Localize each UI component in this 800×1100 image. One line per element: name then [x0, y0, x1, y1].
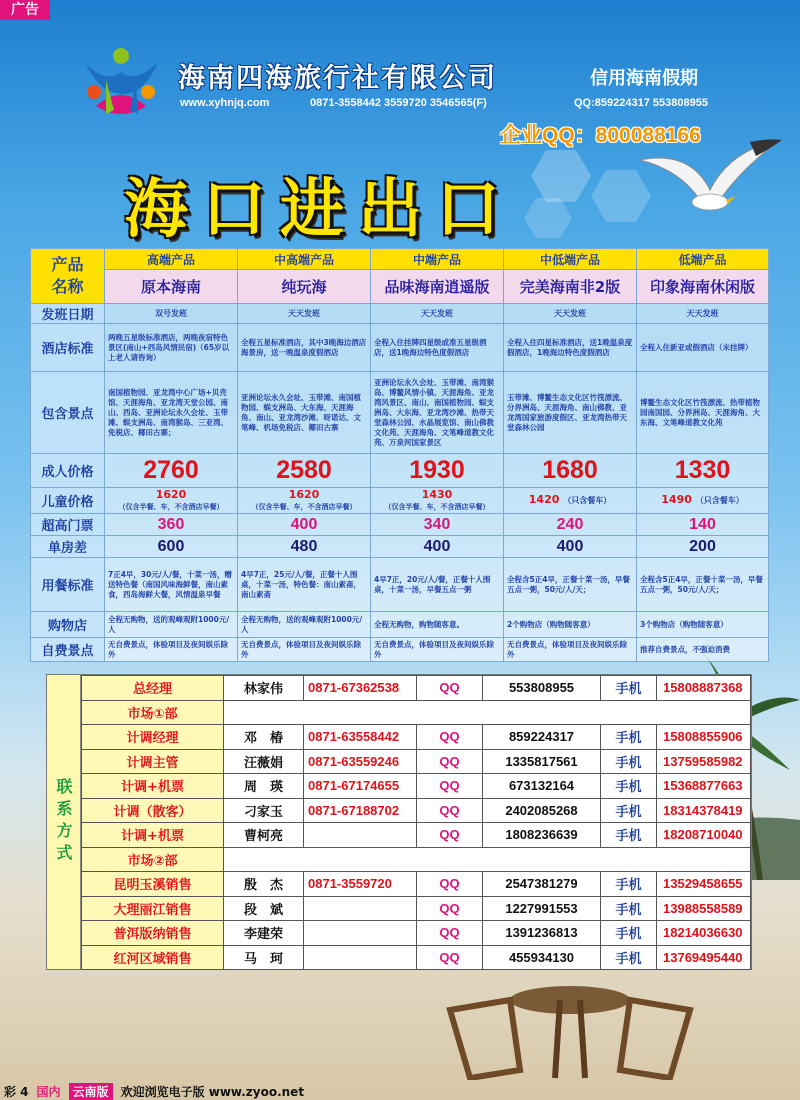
footer-edition-tag: 云南版: [69, 1083, 113, 1100]
section-filler: [224, 847, 751, 872]
hotel-cell: 全程入住挂牌四星级或准五星级酒店，送1晚海边特色度假酒店: [371, 324, 504, 372]
contact-table: [81, 675, 751, 970]
ticket-price: 340: [371, 514, 504, 536]
hotel-cell: 全程入住四星标准酒店，送1晚温泉度假酒店，1晚海边特色度假酒店: [504, 324, 637, 372]
slogan: 信用海南假期: [590, 68, 698, 89]
contact-side-label: 联系方式: [47, 675, 81, 969]
shopping-cell: 3个购物店（购物随客意）: [637, 612, 769, 638]
adult-price: 2580: [238, 454, 371, 488]
product-name: 原本海南: [105, 270, 238, 304]
tier-label: 中端产品: [371, 249, 504, 270]
qq-label: QQ: [417, 774, 483, 799]
meals-cell: 4早7正，25元/人/餐，正餐十人围桌，十菜一汤，特色餐：南山素斋，南山素斋: [238, 558, 371, 612]
contact-qq[interactable]: 1335817561: [483, 749, 601, 774]
contact-qq[interactable]: 2547381279: [483, 872, 601, 897]
contact-qq[interactable]: 1808236639: [483, 823, 601, 848]
adult-price: 1930: [371, 454, 504, 488]
qq-label: QQ: [417, 823, 483, 848]
product-name: 印象海南休闲版: [637, 270, 769, 304]
tier-label: 高端产品: [105, 249, 238, 270]
shopping-cell: 全程无购物，送的观峰观附1000元/人: [238, 612, 371, 638]
contact-section-row: [82, 700, 751, 725]
hotel-cell: 全程入住新亚或假酒店（未挂牌）: [637, 324, 769, 372]
headline: 海口进出口: [124, 172, 514, 247]
contact-title: 计调+机票: [82, 774, 224, 799]
qq-label: QQ: [417, 945, 483, 970]
contact-name: 殷 杰: [224, 872, 304, 897]
mobile-label: 手机: [601, 725, 657, 750]
contact-title: 计调主管: [82, 749, 224, 774]
section-title: 市场②部: [82, 847, 224, 872]
departure-cell: 天天发班: [637, 304, 769, 324]
row-label-hotel: 酒店标准: [31, 324, 105, 372]
single-supplement: 400: [504, 536, 637, 558]
sights-cell: 博鳌生态文化区竹筏漂流、热带植物园南国园、分界洲岛、天涯海角、大东海、文笔峰道教文化苑: [637, 372, 769, 454]
sights-cell: 玉带滩、博鳌生态文化区竹筏漂流、分界洲岛、天涯海角、南山佛教、亚龙湾国家旅游度假区、亚龙湾热带天堂森林公园: [504, 372, 637, 454]
company-name: 海南四海旅行社有限公司: [178, 63, 497, 94]
website[interactable]: www.xyhnjq.com: [180, 97, 270, 109]
contact-mobile[interactable]: 15808855906: [657, 725, 751, 750]
qq-label: QQ: [417, 725, 483, 750]
row-label-departure: 发班日期: [31, 304, 105, 324]
meals-cell: 4早7正，20元/人/餐，正餐十人围桌，十菜一汤，早餐五点一粥: [371, 558, 504, 612]
mobile-label: 手机: [601, 798, 657, 823]
qq-label: QQ: [417, 749, 483, 774]
contact-row: [82, 725, 751, 750]
shopping-cell: 2个购物店（购物随客意）: [504, 612, 637, 638]
mobile-label: 手机: [601, 896, 657, 921]
adult-price: 1330: [637, 454, 769, 488]
contact-qq[interactable]: 859224317: [483, 725, 601, 750]
ticket-price: 400: [238, 514, 371, 536]
contact-phone[interactable]: 0871-63559246: [304, 749, 417, 774]
child-price: 1620 （仅含半餐、车，不含酒店早餐）: [105, 488, 238, 514]
contact-name: 马 珂: [224, 945, 304, 970]
row-label-single: 单房差: [31, 536, 105, 558]
contact-row: [82, 945, 751, 970]
row-label-shopping: 购物店: [31, 612, 105, 638]
qq-label: QQ: [417, 676, 483, 701]
contact-name: 曹柯亮: [224, 823, 304, 848]
section-title: 市场①部: [82, 700, 224, 725]
row-label-meals: 用餐标准: [31, 558, 105, 612]
seagull-image: [630, 130, 790, 240]
qq-label: QQ: [417, 896, 483, 921]
sights-cell: 亚洲论坛永久会址、玉带滩、南湾猴岛、博鳌风情小镇、天涯海角、亚龙湾风景区、南山、南国植物园、蜈支洲岛、大东海、亚龙湾沙滩、热带天堂森林公园、水晶展览馆、南山佛教文化苑、天涯海角、文笔峰道教文化苑、万泉河国家景区: [371, 372, 504, 454]
row-label-optional: 自费景点: [31, 638, 105, 662]
departure-cell: 天天发班: [371, 304, 504, 324]
contact-qq[interactable]: 455934130: [483, 945, 601, 970]
tier-label: 中低端产品: [504, 249, 637, 270]
contact-title: 昆明玉溪销售: [82, 872, 224, 897]
optional-cell: 无自费景点，体验项目及夜间娱乐除外: [504, 638, 637, 662]
product-table: [30, 248, 769, 662]
contact-qq[interactable]: 1391236813: [483, 921, 601, 946]
contact-row: [82, 896, 751, 921]
row-label-adult-price: 成人价格: [31, 454, 105, 488]
adult-price: 2760: [105, 454, 238, 488]
tier-label: 低端产品: [637, 249, 769, 270]
single-supplement: 200: [637, 536, 769, 558]
contact-row: [82, 823, 751, 848]
contact-mobile[interactable]: 18314378419: [657, 798, 751, 823]
contact-row: [82, 872, 751, 897]
optional-cell: 无自费景点，体验项目及夜间娱乐除外: [238, 638, 371, 662]
contact-title: 普洱版纳销售: [82, 921, 224, 946]
contact-phone[interactable]: 0871-67188702: [304, 798, 417, 823]
contact-name: 林家伟: [224, 676, 304, 701]
contact-title: 总经理: [82, 676, 224, 701]
contact-name: 段 斌: [224, 896, 304, 921]
contact-qq[interactable]: 2402085268: [483, 798, 601, 823]
departure-cell: 天天发班: [504, 304, 637, 324]
single-supplement: 480: [238, 536, 371, 558]
optional-cell: 无自费景点，体验项目及夜间娱乐除外: [371, 638, 504, 662]
contact-phone[interactable]: 0871-3559720: [304, 872, 417, 897]
contact-phone[interactable]: 0871-67362538: [304, 676, 417, 701]
hotel-cell: 两晚五星级标准酒店，两晚夜宿特色景区(南山+西岛风情民宿)（65岁以上老人请咨询）: [105, 324, 238, 372]
section-filler: [224, 700, 751, 725]
tier-label: 中高端产品: [238, 249, 371, 270]
contact-qq[interactable]: 553808955: [483, 676, 601, 701]
contact-name: 李建荣: [224, 921, 304, 946]
child-price: 1490 （只含餐车）: [637, 488, 769, 514]
contact-title: 计调（散客）: [82, 798, 224, 823]
mobile-label: 手机: [601, 676, 657, 701]
qq-label: QQ: [417, 798, 483, 823]
shopping-cell: 全程无购物，购物随客意。: [371, 612, 504, 638]
adult-price: 1680: [504, 454, 637, 488]
meals-cell: 7正4早，30元/人/餐，十菜一汤，赠送特色餐（南国风味海鲜餐，南山素食，西岛海鲜大餐，风情温泉早餐: [105, 558, 238, 612]
contact-row: [82, 798, 751, 823]
contact-title: 计调经理: [82, 725, 224, 750]
hotel-cell: 全程五星标准酒店，其中3晚海边酒店海景房，送一晚温泉度假酒店: [238, 324, 371, 372]
contact-qq[interactable]: 673132164: [483, 774, 601, 799]
contact-section-row: [82, 847, 751, 872]
contact-name: 邓 椿: [224, 725, 304, 750]
child-price: 1430 （仅含半餐、车，不含酒店早餐）: [371, 488, 504, 514]
ticket-price: 240: [504, 514, 637, 536]
page-footer: [0, 1082, 800, 1100]
shopping-cell: 全程无购物，送的观峰观附1000元/人: [105, 612, 238, 638]
page-number: 彩 4: [4, 1084, 29, 1099]
footer-text[interactable]: 欢迎浏览电子版 www.zyoo.net: [120, 1084, 305, 1099]
contact-name: 周 瑛: [224, 774, 304, 799]
sights-cell: 南国植物园、亚龙湾中心广场+贝壳馆、天涯海角、亚龙湾天堂公园、南山、西岛、亚洲论坛永久会址、玉带滩、蜈支洲岛、南湾猴岛、三亚湾、免税店、椰田古寨；: [105, 372, 238, 454]
contact-title: 计调+机票: [82, 823, 224, 848]
contact-title: 红河区域销售: [82, 945, 224, 970]
meals-cell: 全程含5正4早，正餐十菜一汤，早餐五点一粥，50元/人/天；: [637, 558, 769, 612]
child-price: 1420 （只含餐车）: [504, 488, 637, 514]
contact-mobile[interactable]: 18208710040: [657, 823, 751, 848]
qq-label: QQ: [417, 921, 483, 946]
product-name: 完美海南非2版: [504, 270, 637, 304]
single-supplement: 600: [105, 536, 238, 558]
contact-mobile[interactable]: 13759585982: [657, 749, 751, 774]
footer-region: 国内: [36, 1084, 61, 1099]
product-name-header: 产品 名称: [31, 249, 105, 304]
row-label-ticket: 超高门票: [31, 514, 105, 536]
contact-phone[interactable]: 0871-63558442: [304, 725, 417, 750]
contact-mobile[interactable]: 13529458655: [657, 872, 751, 897]
mobile-label: 手机: [601, 945, 657, 970]
sights-cell: 亚洲论坛永久会址、玉带滩、南国植物园、蜈支洲岛、大东海、天涯海角、南山、亚龙湾沙滩、呀诺达、文笔峰、机场免税店、椰田古寨: [238, 372, 371, 454]
optional-cell: 无自费景点，体验项目及夜间娱乐除外: [105, 638, 238, 662]
contact-phone[interactable]: [304, 921, 417, 946]
row-label-sights: 包含景点: [31, 372, 105, 454]
ticket-price: 360: [105, 514, 238, 536]
contact-mobile[interactable]: 13988558589: [657, 896, 751, 921]
product-name: 纯玩海: [238, 270, 371, 304]
contact-phone[interactable]: 0871-67174655: [304, 774, 417, 799]
contact-phone[interactable]: [304, 823, 417, 848]
contact-phone[interactable]: [304, 945, 417, 970]
contact-name: 刁家玉: [224, 798, 304, 823]
contact-mobile[interactable]: 15368877663: [657, 774, 751, 799]
contact-phone[interactable]: [304, 896, 417, 921]
mobile-label: 手机: [601, 774, 657, 799]
optional-cell: 推荐自费景点，不强迫消费: [637, 638, 769, 662]
ad-tag: 广告: [0, 0, 50, 20]
contact-title: 大理丽江销售: [82, 896, 224, 921]
contact-name: 汪薇娟: [224, 749, 304, 774]
contact-row: [82, 921, 751, 946]
departure-cell: 双号发班: [105, 304, 238, 324]
product-name: 品味海南逍遥版: [371, 270, 504, 304]
beach-chairs-image: [430, 960, 710, 1080]
departure-cell: 天天发班: [238, 304, 371, 324]
mobile-label: 手机: [601, 749, 657, 774]
office-phones: 0871-3558442 3559720 3546565(F): [310, 97, 487, 109]
contact-qq[interactable]: 1227991553: [483, 896, 601, 921]
single-supplement: 400: [371, 536, 504, 558]
qq-label: QQ: [417, 872, 483, 897]
row-label-child-price: 儿童价格: [31, 488, 105, 514]
contact-mobile[interactable]: 13769495440: [657, 945, 751, 970]
company-logo: [76, 44, 166, 124]
contact-row: [82, 749, 751, 774]
child-price: 1620 （仅含半餐、车，不含酒店早餐）: [238, 488, 371, 514]
ticket-price: 140: [637, 514, 769, 536]
mobile-label: 手机: [601, 823, 657, 848]
mobile-label: 手机: [601, 921, 657, 946]
mobile-label: 手机: [601, 872, 657, 897]
corporate-qq: 企业QQ：800088166: [500, 124, 701, 147]
contact-mobile[interactable]: 15808887368: [657, 676, 751, 701]
meals-cell: 全程含5正4早，正餐十菜一汤，早餐五点一粥，50元/人/天；: [504, 558, 637, 612]
header-qq: QQ:859224317 553808955: [574, 97, 708, 109]
contact-mobile[interactable]: 18214036630: [657, 921, 751, 946]
contact-panel: [46, 674, 752, 970]
contact-row: [82, 774, 751, 799]
contact-row: [82, 676, 751, 701]
